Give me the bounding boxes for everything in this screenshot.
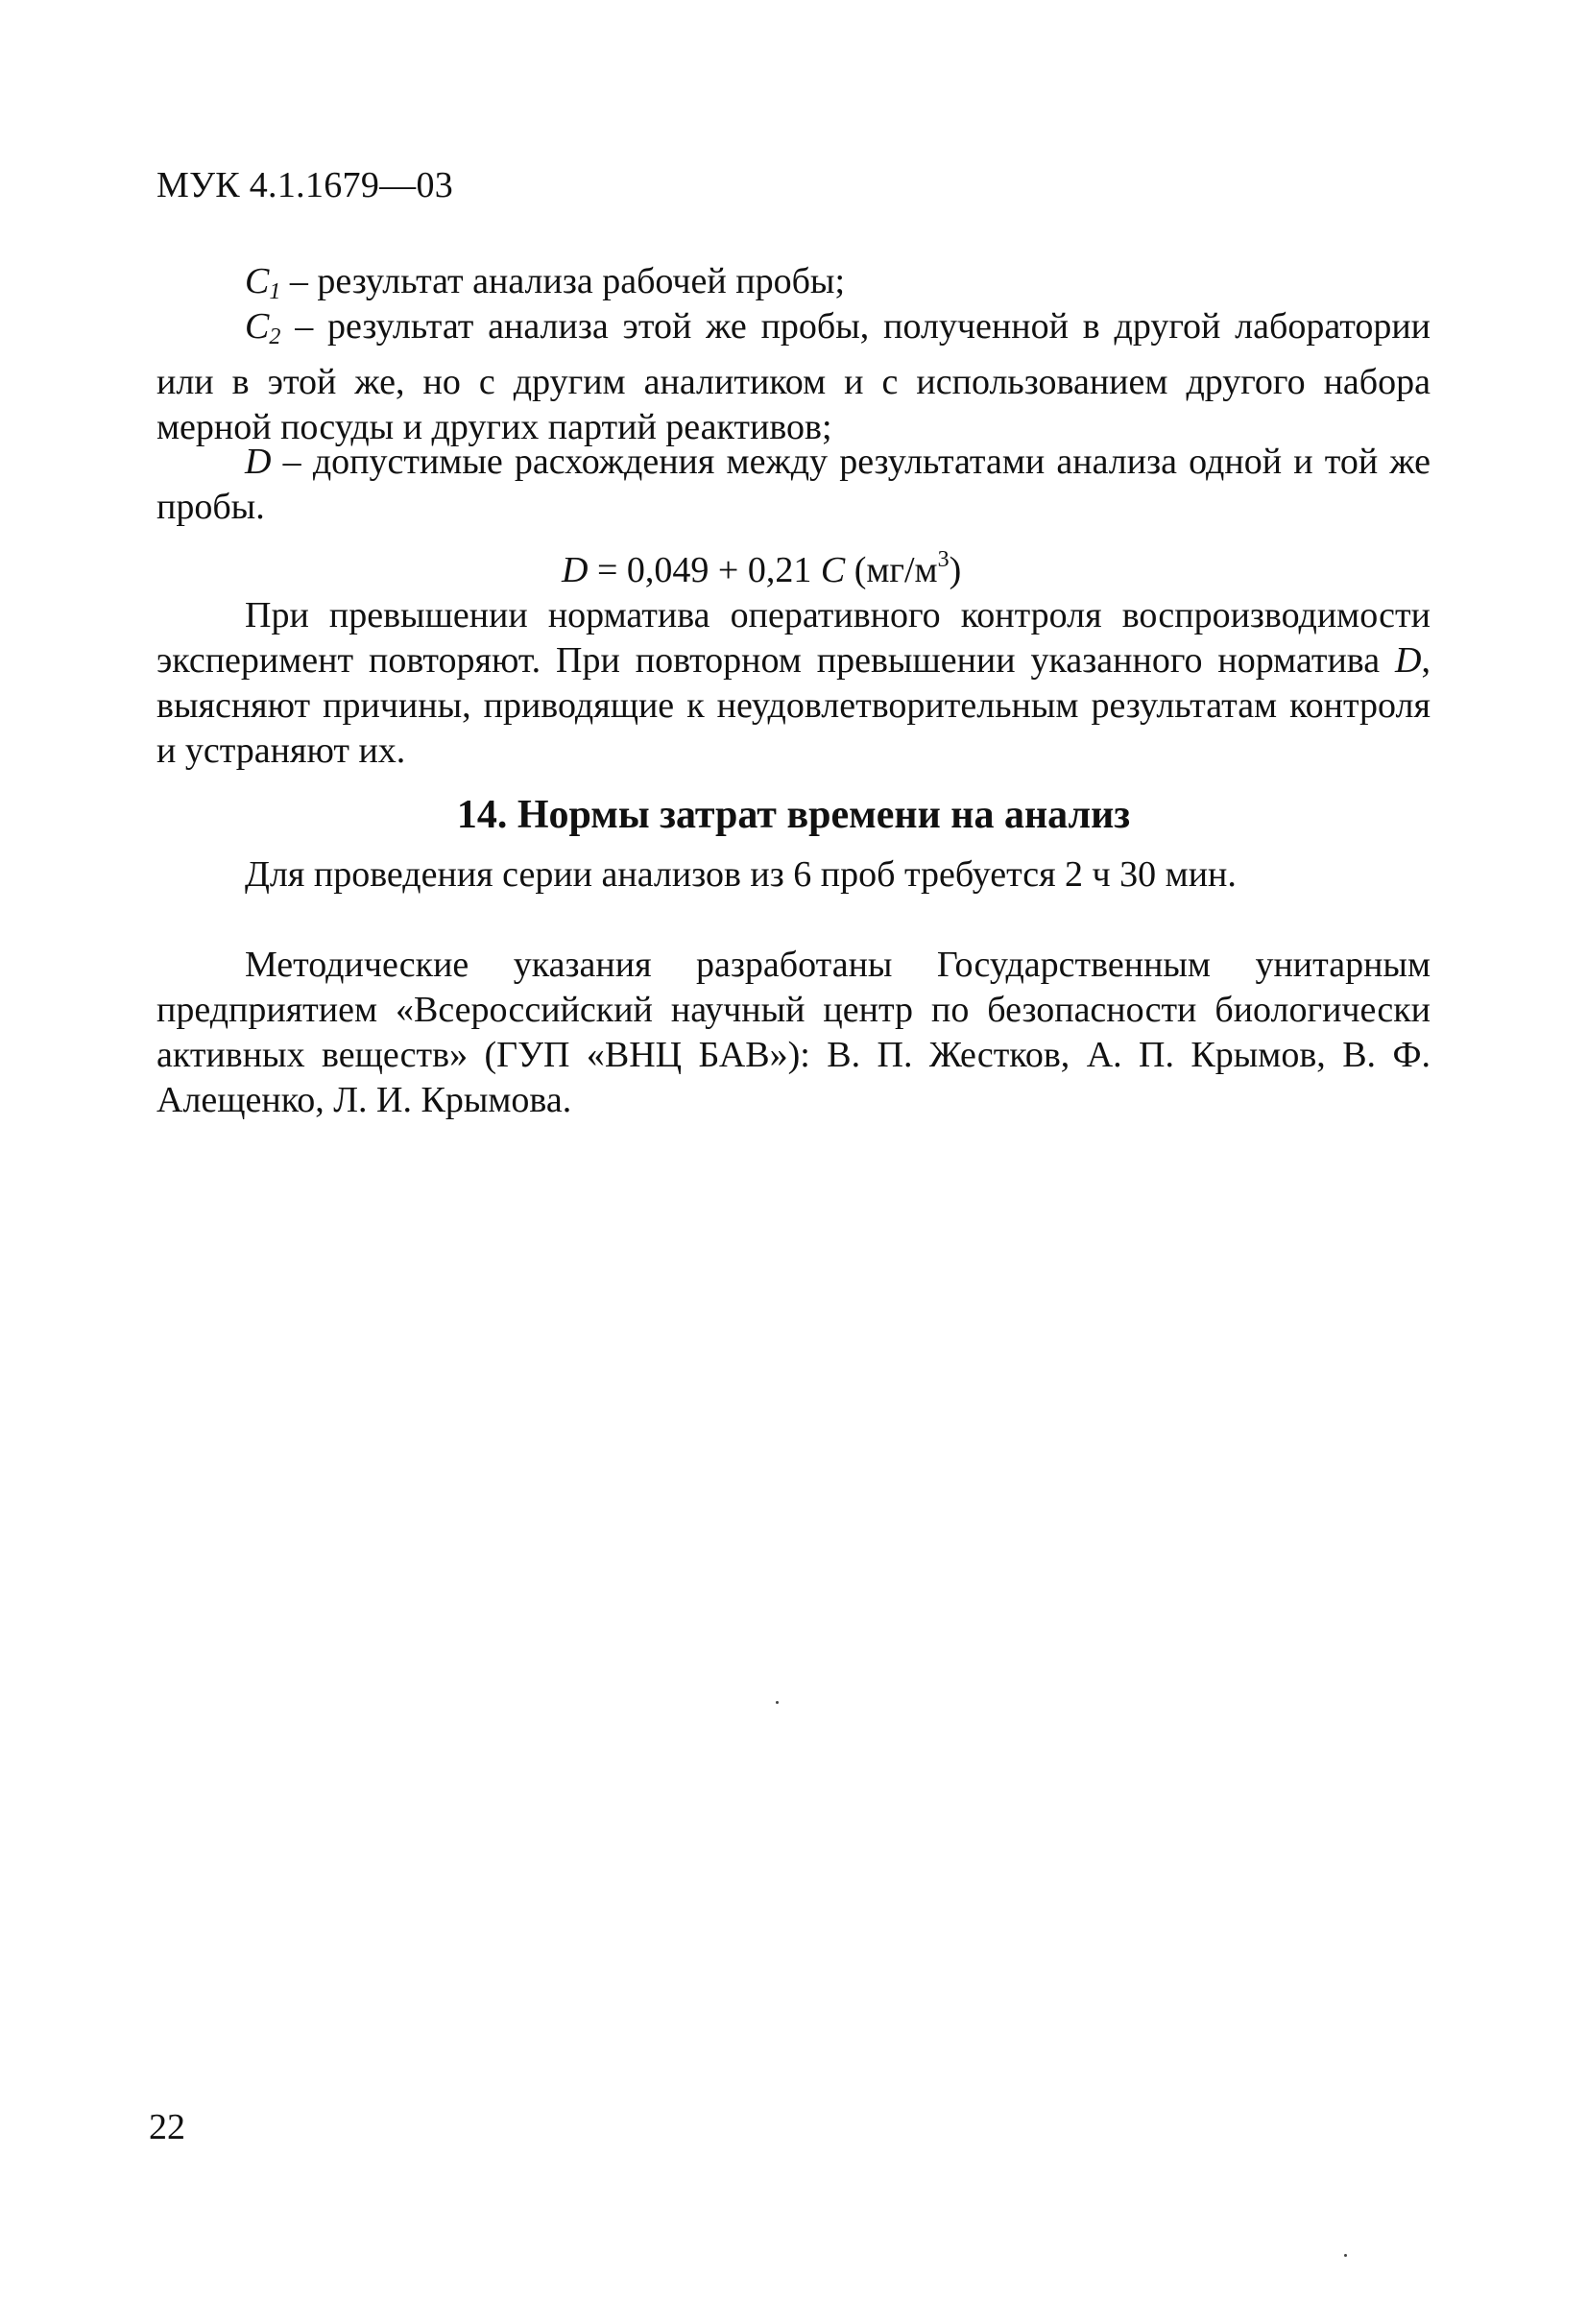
- document-code: МУК 4.1.1679—03: [156, 165, 454, 205]
- definition-d-text: – допустимые расхождения между результатами анализа одной и той же пробы.: [156, 442, 1431, 527]
- formula: [562, 538, 961, 593]
- formula-lhs: D: [562, 550, 589, 590]
- formula-unit-power: 3: [937, 547, 950, 572]
- paragraph-exceed: [156, 593, 1431, 774]
- page-number: 22: [149, 2107, 185, 2147]
- paragraph-exceed-part1: При превышении норматива оперативного контроля воспроизводимости эксперимент повторяют. При повторном превышении указанного норматива: [156, 595, 1431, 681]
- symbol-c2: C: [245, 306, 270, 347]
- subscript-c2: 2: [269, 324, 281, 349]
- scan-speck: [776, 1701, 779, 1704]
- definition-d: [156, 440, 1431, 530]
- section-text: Для проведения серии анализов из 6 проб требуется 2 ч 30 мин.: [245, 854, 1237, 895]
- section-heading: 14. Нормы затрат времени на анализ: [456, 793, 1131, 837]
- formula-unit-open: (мг/м: [845, 550, 938, 590]
- definition-c2: [156, 304, 1431, 450]
- formula-unit-close: ): [949, 550, 962, 590]
- symbol-c1: C: [245, 261, 270, 301]
- scan-speck: [1344, 2254, 1347, 2257]
- subscript-c1: 1: [269, 279, 281, 304]
- paragraph-exceed-part2: , выясняют причины, приводящие к неудовлетворительным результатам контроля и устраняют их.: [156, 640, 1431, 771]
- symbol-d: D: [245, 442, 272, 482]
- definition-c1-text: – результат анализа рабочей пробы;: [280, 261, 846, 301]
- definition-c2-text: – результат анализа этой же пробы, полученной в другой лаборатории или в этой же, но с другим аналитиком и с использованием другого набора мерной посуды и других партий реактивов;: [156, 306, 1431, 447]
- formula-middle: = 0,049 + 0,21: [588, 550, 821, 590]
- credits-paragraph: Методические указания разработаны Государственным унитарным предприятием «Всероссийский научный центр по безопасности биологически активных веществ» (ГУП «ВНЦ БАВ»): В. П. Жестков, А. П. Крымов, В. Ф. Алещенко, Л. И. Крымова.: [156, 945, 1431, 1120]
- paragraph-exceed-var: D: [1395, 640, 1422, 681]
- formula-var: C: [820, 550, 846, 590]
